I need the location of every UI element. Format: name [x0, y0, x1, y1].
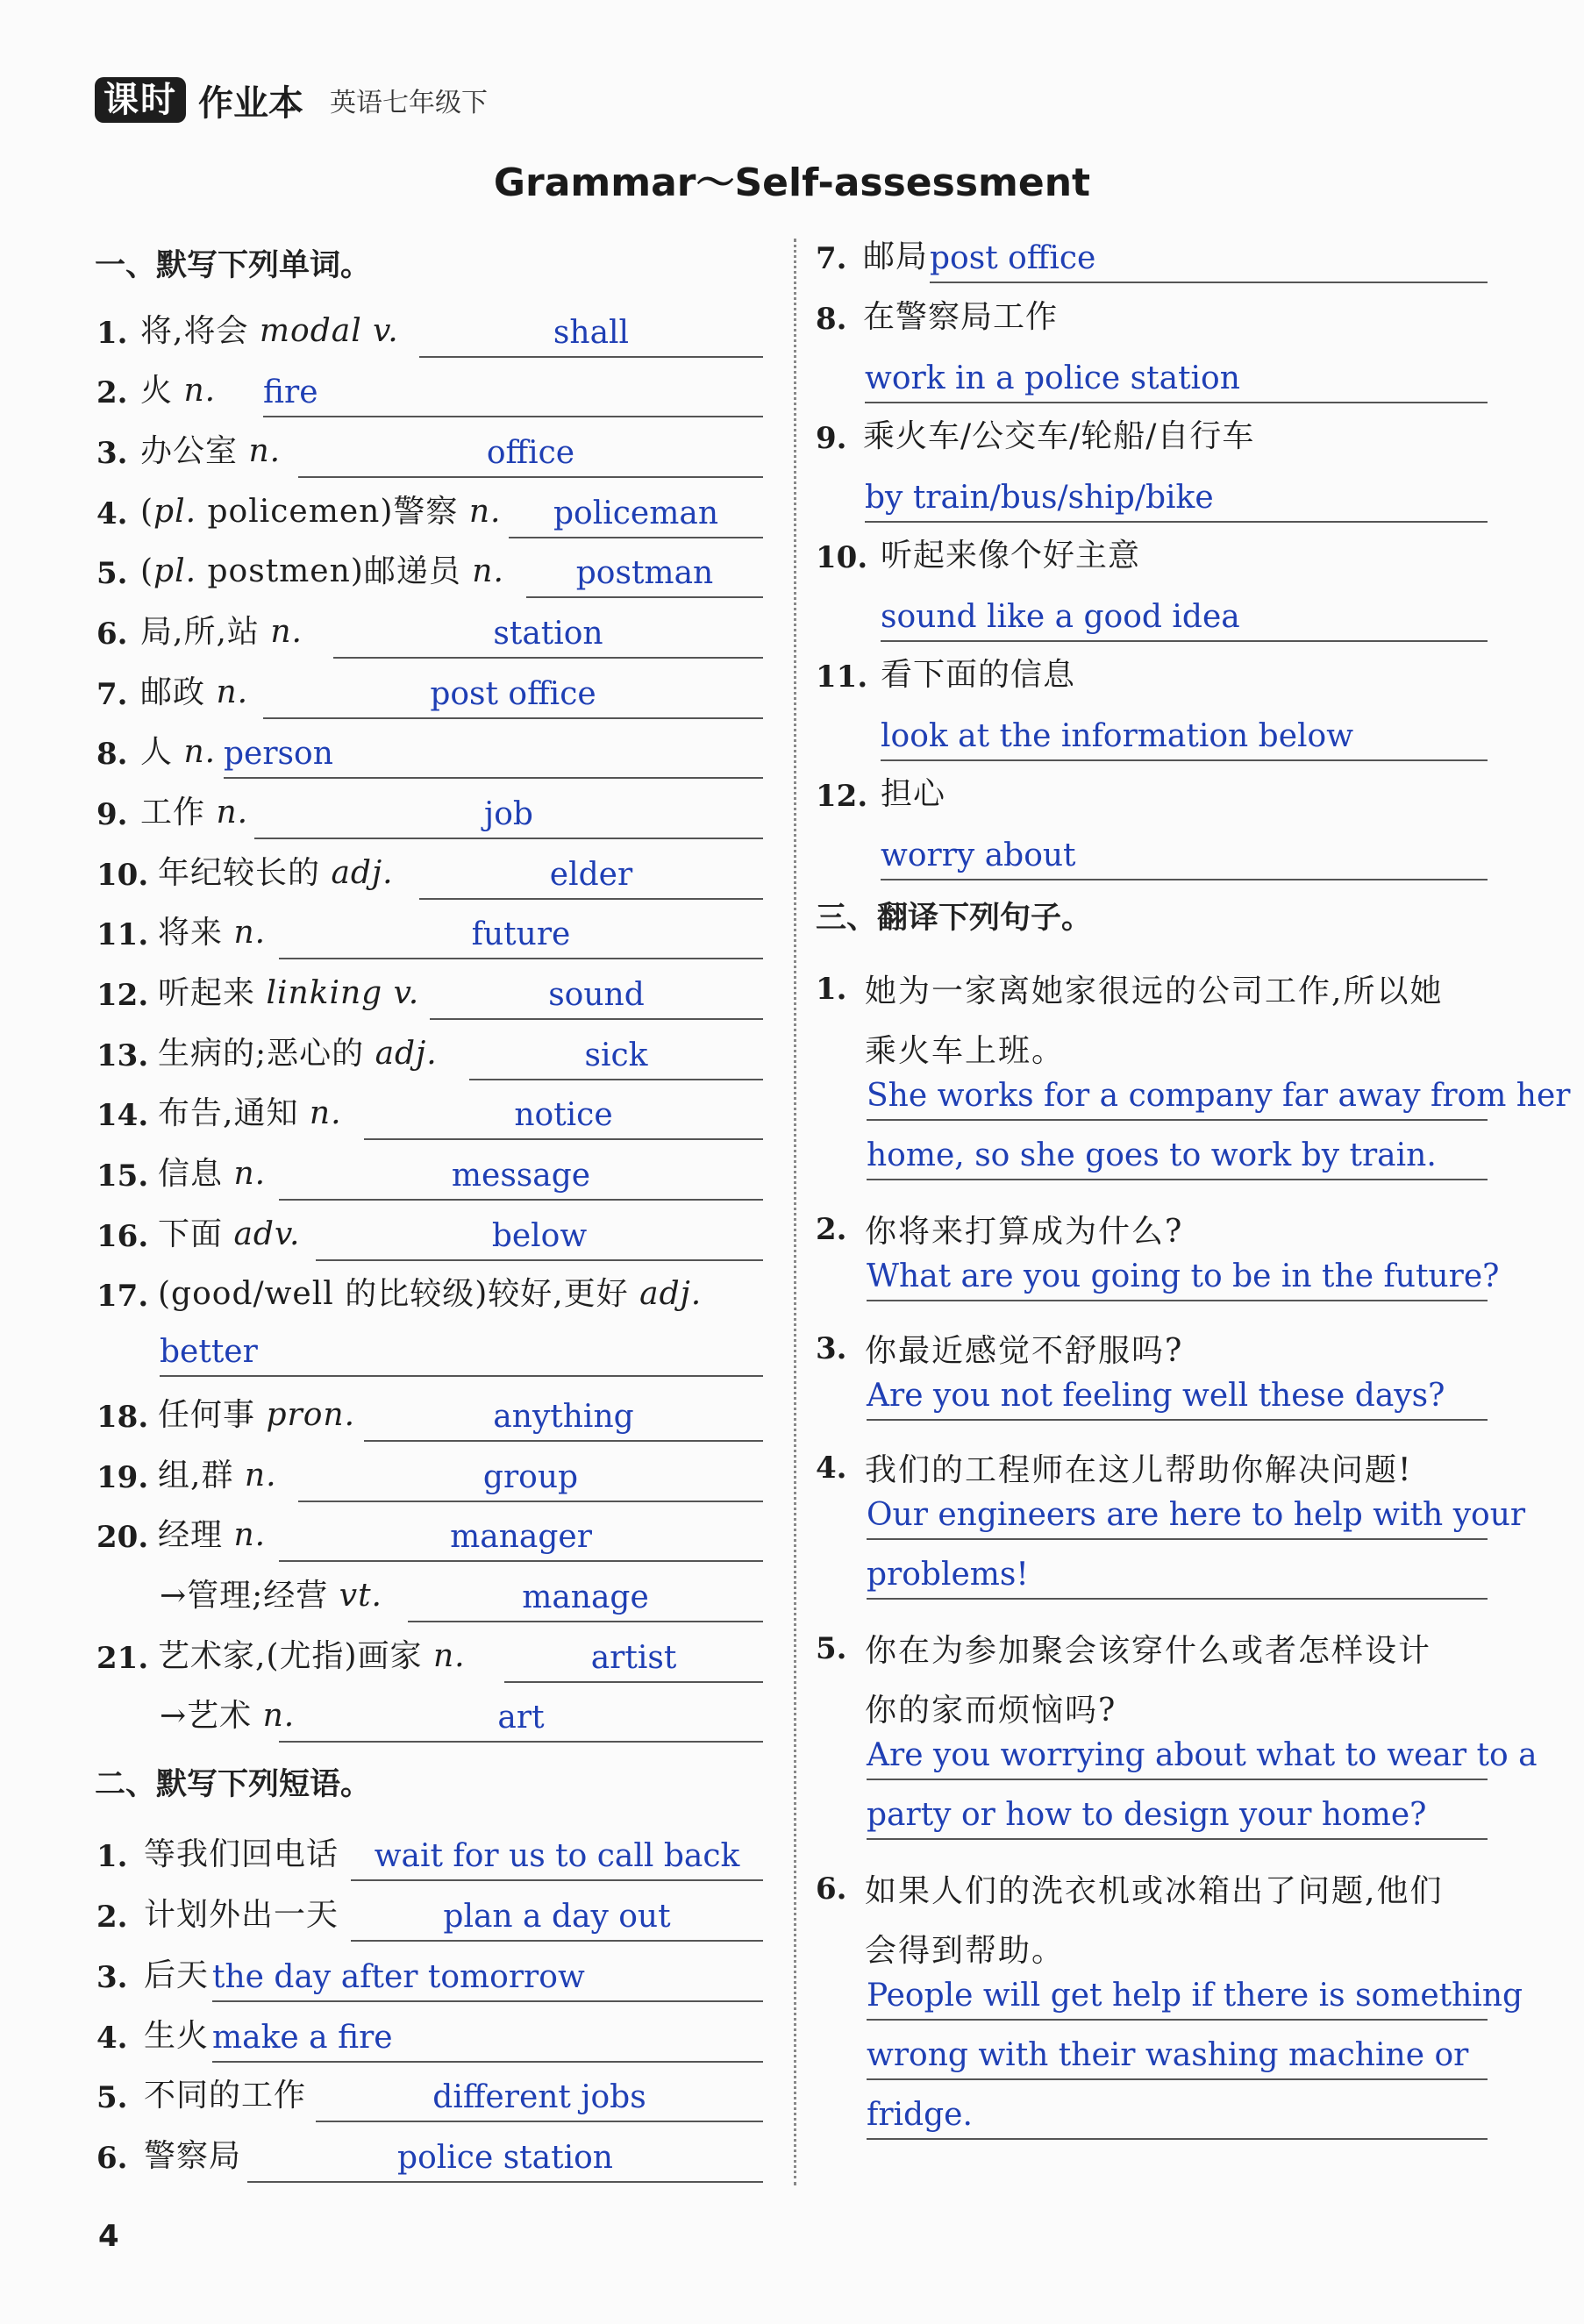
sentence-prompt: 如果人们的洗衣机或冰箱出了问题,他们	[865, 1873, 1444, 1909]
sentence-prompt: 你将来打算成为什么?	[865, 1214, 1184, 1250]
item-prompt: →艺术 n.	[160, 1698, 296, 1734]
item-number: 3.	[96, 436, 128, 471]
item-number: 2.	[96, 375, 128, 410]
section2-title: 二、默写下列短语。	[95, 1767, 372, 1802]
item-number: 8.	[96, 737, 128, 772]
answer-text: the day after tomorrow	[212, 1959, 585, 1995]
answer-line[interactable]	[351, 1830, 763, 1881]
answer-text: work in a police station	[865, 360, 1240, 396]
item-number: 17.	[96, 1279, 149, 1314]
item-number: 5.	[96, 556, 128, 591]
answer-line[interactable]	[351, 1891, 763, 1942]
item-number: 3.	[96, 1960, 128, 1995]
answer-line[interactable]	[279, 1511, 763, 1562]
answer-text: wait for us to call back	[374, 1838, 740, 1874]
item-number: 4.	[96, 496, 128, 531]
item-prompt: 艺术家,(尤指)画家 n.	[158, 1638, 466, 1674]
answer-line[interactable]	[263, 668, 763, 719]
item-prompt: 后天	[144, 1957, 210, 1993]
answer-text: elder	[549, 857, 633, 893]
answer-line[interactable]	[430, 969, 763, 1020]
answer-line[interactable]	[298, 427, 763, 478]
item-prompt: 任何事 pron.	[158, 1397, 356, 1433]
item-prompt: →管理;经营 vt.	[160, 1578, 382, 1614]
item-prompt: 听起来像个好主意	[881, 538, 1141, 574]
answer-line[interactable]	[212, 2012, 763, 2063]
answer-line[interactable]	[160, 1326, 763, 1377]
item-prompt: 计划外出一天	[144, 1897, 339, 1933]
column-divider	[794, 239, 796, 2185]
item-prompt: 听起来 linking v.	[158, 975, 420, 1011]
item-prompt: 等我们回电话	[144, 1836, 339, 1872]
answer-line[interactable]	[364, 1391, 763, 1442]
answer-line[interactable]	[408, 1572, 763, 1622]
answer-text: notice	[514, 1097, 613, 1133]
item-number: 2.	[96, 1900, 128, 1935]
phrase-item	[816, 651, 1482, 700]
answer-text: Are you not feeling well these days?	[867, 1378, 1445, 1414]
answer-line[interactable]	[865, 353, 1488, 403]
answer-line[interactable]	[867, 1729, 1538, 1780]
item-prompt: 火 n.	[140, 373, 217, 409]
answer-line[interactable]	[279, 909, 763, 959]
answer-line[interactable]	[469, 1030, 763, 1080]
item-prompt: 信息 n.	[158, 1156, 267, 1192]
item-prompt: 生病的;恶心的 adj.	[158, 1036, 438, 1072]
answer-line[interactable]	[419, 307, 763, 358]
item-prompt: 组,群 n.	[158, 1458, 277, 1493]
answer-text: plan a day out	[443, 1899, 671, 1935]
answer-text: below	[491, 1218, 588, 1254]
answer-text: by train/bus/ship/bike	[865, 480, 1214, 516]
answer-line[interactable]	[867, 2029, 1488, 2080]
answer-text: fridge.	[867, 2097, 973, 2133]
answer-text: post office	[430, 676, 596, 712]
item-number: 7.	[816, 241, 847, 276]
item-number: 1.	[96, 316, 128, 351]
item-prompt: 工作 n.	[140, 795, 249, 831]
answer-line[interactable]	[867, 1251, 1500, 1301]
answer-line[interactable]	[526, 547, 763, 598]
item-number: 6.	[96, 2141, 128, 2176]
answer-line[interactable]	[263, 367, 763, 417]
item-prompt: 经理 n.	[158, 1517, 267, 1553]
section1-title: 一、默写下列单词。	[95, 248, 372, 283]
item-prompt: 警察局	[144, 2138, 242, 2174]
section3-title: 三、翻译下列句子。	[816, 901, 1093, 936]
item-number: 3.	[816, 1331, 847, 1366]
answer-line[interactable]	[867, 1970, 1523, 2021]
answer-line[interactable]	[881, 830, 1488, 880]
answer-text: worry about	[881, 838, 1076, 873]
answer-text: Are you worrying about what to wear to a	[867, 1737, 1538, 1773]
answer-text: Our engineers are here to help with your	[867, 1497, 1526, 1533]
answer-text: She works for a company far away from her	[867, 1078, 1571, 1114]
answer-line[interactable]	[867, 1370, 1488, 1421]
item-number: 12.	[816, 779, 868, 814]
answer-text: postman	[575, 555, 714, 591]
answer-text: manage	[522, 1579, 649, 1615]
answer-text: job	[484, 796, 533, 832]
item-prompt: 邮政 n.	[140, 674, 249, 710]
item-number: 9.	[816, 421, 847, 456]
item-number: 11.	[96, 917, 149, 952]
item-number: 19.	[96, 1460, 149, 1495]
answer-line[interactable]	[867, 2089, 1488, 2140]
item-number: 6.	[96, 617, 128, 652]
answer-text: wrong with their washing machine or	[867, 2037, 1469, 2073]
sentence-prompt: 她为一家离她家很远的公司工作,所以她	[865, 973, 1444, 1009]
item-number: 5.	[96, 2080, 128, 2115]
answer-line[interactable]	[254, 788, 763, 839]
item-prompt: 将,将会 modal v.	[140, 313, 399, 349]
item-number: 18.	[96, 1400, 149, 1435]
answer-line[interactable]	[881, 710, 1488, 761]
item-prompt: 乘火车/公交车/轮船/自行车	[863, 418, 1255, 454]
answer-text: better	[160, 1334, 258, 1370]
item-number: 4.	[96, 2021, 128, 2056]
item-prompt: 在警察局工作	[863, 299, 1059, 335]
answer-line[interactable]	[333, 608, 763, 659]
item-prompt: 办公室 n.	[140, 433, 282, 469]
answer-line[interactable]	[867, 1789, 1488, 1840]
sentence-prompt: 你最近感觉不舒服吗?	[865, 1333, 1184, 1369]
phrase-item	[816, 293, 1482, 342]
answer-text: party or how to design your home?	[867, 1797, 1427, 1833]
item-prompt: 将来 n.	[158, 915, 267, 951]
item-prompt: 下面 adv.	[158, 1216, 301, 1252]
page-number: 4	[98, 2219, 119, 2254]
item-prompt: 布告,通知 n.	[158, 1095, 342, 1131]
answer-text: art	[497, 1700, 545, 1736]
item-number: 13.	[96, 1038, 149, 1073]
item-number: 12.	[96, 978, 149, 1013]
answer-text: look at the information below	[881, 718, 1354, 754]
brand-logo: 课时	[95, 77, 186, 123]
item-prompt: 生火	[144, 2018, 210, 2054]
answer-line[interactable]	[364, 1089, 763, 1140]
brand-header	[95, 74, 488, 126]
phrase-item	[816, 412, 1482, 461]
answer-text: person	[224, 736, 333, 772]
item-prompt: 担心	[881, 776, 946, 812]
answer-line[interactable]	[865, 472, 1488, 523]
answer-line[interactable]	[504, 1632, 763, 1683]
answer-text: post office	[930, 240, 1096, 276]
item-number: 16.	[96, 1219, 149, 1254]
item-number: 10.	[816, 540, 868, 575]
subject-label: 英语七年级下	[330, 88, 488, 118]
answer-line[interactable]	[279, 1692, 763, 1743]
item-number: 10.	[96, 858, 149, 893]
item-number: 5.	[816, 1631, 847, 1666]
answer-line[interactable]	[867, 1130, 1488, 1180]
answer-text: problems!	[867, 1557, 1029, 1593]
item-number: 21.	[96, 1641, 149, 1676]
item-prompt: (good/well 的比较级)较好,更好 adj.	[158, 1276, 703, 1312]
item-number: 1.	[816, 972, 847, 1007]
answer-text: What are you going to be in the future?	[867, 1258, 1500, 1294]
item-prompt: 邮局	[863, 239, 929, 274]
answer-text: message	[451, 1158, 591, 1194]
answer-line[interactable]	[224, 728, 763, 779]
answer-text: group	[482, 1459, 579, 1495]
answer-line[interactable]	[316, 2071, 763, 2122]
item-number: 7.	[96, 677, 128, 712]
item-prompt: 不同的工作	[144, 2078, 307, 2114]
answer-line[interactable]	[419, 849, 763, 900]
answer-text: sound	[548, 977, 645, 1013]
book-name: 作业本	[198, 82, 303, 124]
item-prompt: 年纪较长的 adj.	[158, 855, 394, 891]
answer-text: sound like a good idea	[881, 599, 1240, 635]
answer-line[interactable]	[316, 1210, 763, 1261]
answer-text: artist	[590, 1640, 677, 1676]
sentence-prompt: 你的家而烦恼吗?	[865, 1693, 1117, 1729]
answer-text: shall	[553, 315, 630, 351]
answer-text: future	[471, 916, 571, 952]
sentence-prompt: 你在为参加聚会该穿什么或者怎样设计	[865, 1633, 1432, 1669]
item-number: 8.	[816, 302, 847, 337]
item-number: 9.	[96, 797, 128, 832]
answer-line[interactable]	[279, 1150, 763, 1201]
answer-text: policeman	[553, 495, 718, 531]
page-title: Grammar～Self-assessment	[493, 160, 1091, 205]
answer-line[interactable]	[212, 1951, 763, 2002]
item-prompt: (pl. postmen)邮递员 n.	[140, 553, 504, 589]
item-number: 2.	[816, 1212, 847, 1247]
item-number: 15.	[96, 1158, 149, 1194]
sentence-prompt: 我们的工程师在这儿帮助你解决问题!	[865, 1452, 1413, 1488]
answer-line[interactable]	[867, 1070, 1571, 1121]
answer-line[interactable]	[930, 232, 1488, 283]
answer-text: office	[486, 435, 575, 471]
item-number: 6.	[816, 1871, 847, 1907]
item-number: 11.	[816, 659, 868, 695]
item-number: 14.	[96, 1098, 149, 1133]
answer-line[interactable]	[509, 488, 763, 538]
item-number: 20.	[96, 1520, 149, 1555]
item-number: 4.	[816, 1451, 847, 1486]
sentence-prompt: 乘火车上班。	[865, 1033, 1066, 1069]
answer-text: make a fire	[212, 2020, 393, 2056]
word-item	[96, 1270, 763, 1319]
item-prompt: 局,所,站 n.	[140, 614, 303, 650]
answer-line[interactable]	[867, 1549, 1488, 1600]
answer-text: fire	[263, 374, 318, 410]
answer-line[interactable]	[298, 1451, 763, 1502]
answer-line[interactable]	[881, 591, 1488, 642]
answer-text: anything	[493, 1399, 634, 1435]
answer-text: different jobs	[432, 2079, 646, 2115]
answer-text: home, so she goes to work by train.	[867, 1137, 1437, 1173]
answer-line[interactable]	[247, 2132, 763, 2183]
phrase-item	[816, 531, 1482, 581]
item-prompt: (pl. policemen)警察 n.	[140, 494, 502, 530]
answer-text: sick	[584, 1037, 648, 1073]
answer-text: police station	[397, 2140, 613, 2176]
phrase-item	[816, 770, 1482, 819]
item-number: 1.	[96, 1839, 128, 1874]
answer-line[interactable]	[867, 1489, 1526, 1540]
answer-text: People will get help if there is something	[867, 1978, 1523, 2014]
item-prompt: 看下面的信息	[881, 657, 1076, 693]
item-prompt: 人 n.	[140, 734, 217, 770]
answer-text: manager	[450, 1519, 592, 1555]
sentence-prompt: 会得到帮助。	[865, 1933, 1066, 1969]
answer-text: station	[493, 616, 603, 652]
